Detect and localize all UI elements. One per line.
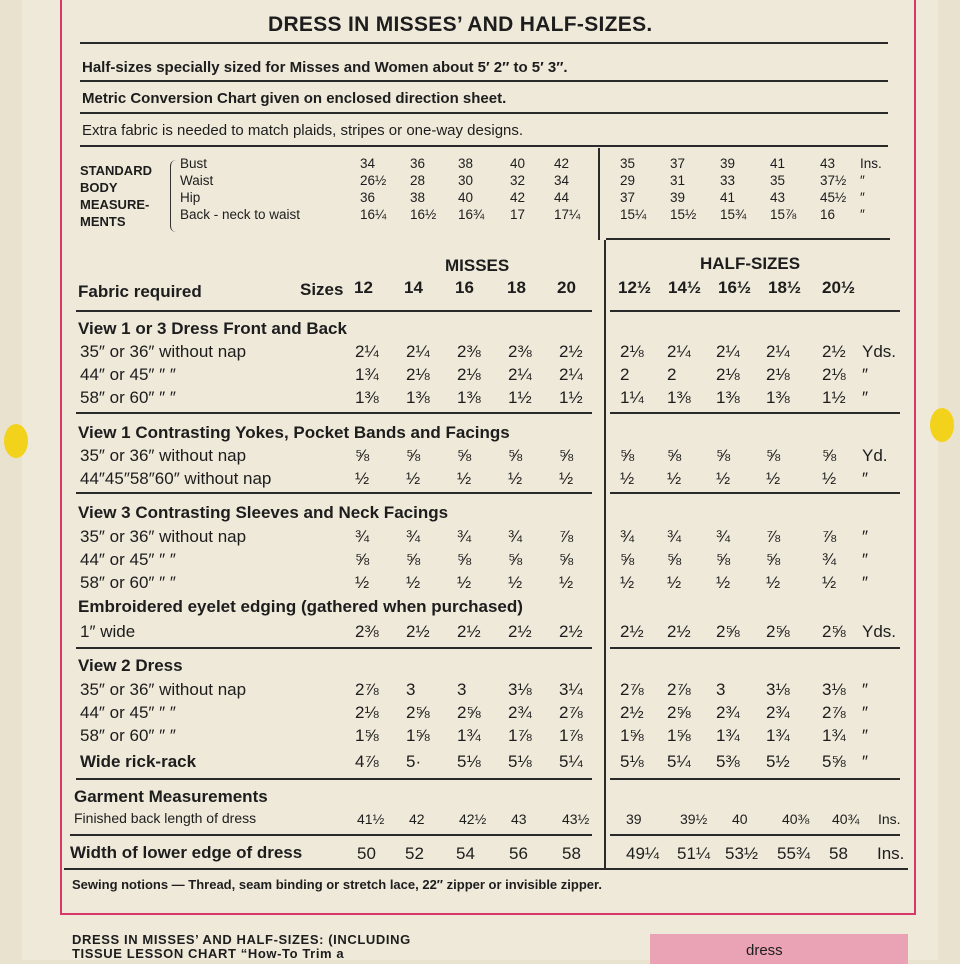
misses-yardage: 1⅝ [355, 726, 379, 745]
half-yardage: 2¼ [766, 342, 790, 361]
half-yardage: 1⅜ [716, 388, 740, 407]
half-yardage: 2¼ [667, 342, 691, 361]
width-label: Width of lower edge of dress [70, 843, 303, 862]
body-half-value: 41 [770, 156, 786, 171]
misses-yardage: ⅝ [508, 550, 523, 569]
misses-yardage: 2⅛ [355, 703, 379, 722]
body-unit: ″ [860, 173, 865, 188]
misses-yardage: ½ [559, 573, 574, 592]
half-yardage: ½ [667, 573, 682, 592]
body-misses-value: 16¾ [458, 207, 485, 222]
misses-yardage: 3 [406, 680, 416, 699]
rule [76, 412, 592, 414]
misses-yardage: 2⅝ [457, 703, 481, 722]
body-misses-value: 34 [554, 173, 570, 188]
half-yardage: 5⅜ [716, 752, 740, 771]
half-yardage: ¾ [822, 550, 837, 569]
half-yardage: ½ [716, 469, 731, 488]
body-half-value: 37 [620, 190, 636, 205]
body-measure-name: Bust [180, 156, 208, 171]
half-yardage: ⅝ [716, 446, 731, 465]
back-length-half: 40⅜ [782, 811, 810, 827]
misses-yardage: ¾ [406, 527, 421, 546]
half-size: 18½ [768, 278, 802, 297]
half-yardage: ½ [822, 469, 837, 488]
half-yardage: 2⅛ [620, 342, 644, 361]
half-yardage: ⅝ [716, 550, 731, 569]
half-yardage: ⅝ [620, 446, 635, 465]
half-yardage: 2⅛ [766, 365, 790, 384]
width-unit: Ins. [877, 844, 905, 863]
misses-yardage: 2½ [406, 622, 430, 641]
rule [76, 492, 592, 494]
back-length-unit: Ins. [878, 811, 901, 827]
yardage-unit: ″ [862, 469, 869, 488]
misses-yardage: 3⅛ [508, 680, 532, 699]
half-yardage: 5½ [766, 752, 790, 771]
rule [70, 834, 592, 836]
section-title: View 2 Dress [78, 656, 183, 675]
body-misses-value: 38 [458, 156, 474, 171]
rule [80, 112, 888, 114]
misses-yardage: 5¼ [559, 752, 583, 771]
body-half-value: 39 [670, 190, 686, 205]
misses-yardage: 5· [406, 752, 422, 771]
width-half: 53½ [725, 844, 759, 863]
body-half-value: 43 [820, 156, 836, 171]
half-yardage: ⅝ [620, 550, 635, 569]
body-half-value: 15¼ [620, 207, 647, 222]
misses-yardage: ½ [406, 573, 421, 592]
width-misses: 56 [509, 844, 528, 863]
misses-yardage: ⅝ [457, 550, 472, 569]
misses-yardage: 1⅜ [457, 388, 481, 407]
body-misses-value: 16¼ [360, 207, 387, 222]
misses-yardage: ⅝ [508, 446, 523, 465]
misses-yardage: ½ [355, 573, 370, 592]
fabric-required-label: Fabric required [78, 282, 202, 301]
width-half: 58 [829, 844, 848, 863]
yardage-unit: ″ [862, 752, 869, 771]
body-half-value: 35 [620, 156, 636, 171]
body-misses-value: 26½ [360, 173, 387, 188]
body-misses-value: 42 [554, 156, 570, 171]
misses-yardage: ½ [406, 469, 421, 488]
body-misses-value: 42 [510, 190, 526, 205]
half-yardage: ⅝ [766, 446, 781, 465]
body-unit: ″ [860, 207, 865, 222]
misses-yardage: 2⅜ [508, 342, 532, 361]
pink-border-left [60, 0, 62, 915]
half-yardage: 1⅜ [766, 388, 790, 407]
body-half-value: 31 [670, 173, 686, 188]
half-yardage: 1¼ [620, 388, 644, 407]
misses-yardage: 2½ [457, 622, 481, 641]
half-yardage: 2 [667, 365, 677, 384]
rule [76, 310, 592, 312]
body-misses-value: 38 [410, 190, 426, 205]
half-yardage: ¾ [620, 527, 635, 546]
half-yardage: ½ [620, 573, 635, 592]
note-half-sizes: Half-sizes specially sized for Misses and Women about 5′ 2″ to 5′ 3″. [82, 59, 568, 76]
half-yardage: 2½ [667, 622, 691, 641]
body-misses-value: 36 [410, 156, 426, 171]
misses-yardage: 4⅞ [355, 752, 379, 771]
misses-yardage: ⅝ [406, 550, 421, 569]
fabric-row-label: 35″ or 36″ without nap [80, 680, 247, 699]
misses-yardage: ½ [355, 469, 370, 488]
half-yardage: 2½ [620, 622, 644, 641]
misses-header: MISSES [445, 256, 510, 275]
half-yardage: ½ [766, 573, 781, 592]
misses-yardage: ¾ [508, 527, 523, 546]
half-yardage: 2⅝ [822, 622, 846, 641]
half-yardage: 1½ [822, 388, 846, 407]
misses-yardage: 2¼ [508, 365, 532, 384]
yardage-unit: ″ [862, 680, 869, 699]
half-yardage: 2¾ [766, 703, 790, 722]
rule [76, 647, 592, 649]
half-yardage: 2⅞ [620, 680, 644, 699]
misses-yardage: ⅝ [559, 446, 574, 465]
misses-yardage: 2¼ [559, 365, 583, 384]
fabric-row-label: 44″ or 45″ ″ ″ [80, 703, 176, 722]
back-length-half: 39½ [680, 811, 708, 827]
misses-yardage: 2¾ [508, 703, 532, 722]
half-yardage: ½ [716, 573, 731, 592]
pink-border-bottom [60, 913, 916, 915]
body-misses-value: 36 [360, 190, 376, 205]
body-unit: Ins. [860, 156, 882, 171]
misses-yardage: ¾ [355, 527, 370, 546]
half-yardage: ⅞ [822, 527, 837, 546]
half-yardage: 2¾ [716, 703, 740, 722]
body-measure-name: Back - neck to waist [180, 207, 301, 222]
width-misses: 52 [405, 844, 424, 863]
half-yardage: 2⅞ [822, 703, 846, 722]
body-half-value: 15⅞ [770, 207, 797, 222]
half-yardage: 2⅝ [716, 622, 740, 641]
half-yardage: 2⅛ [822, 365, 846, 384]
misses-yardage: ⅝ [457, 446, 472, 465]
sewing-notions: Sewing notions — Thread, seam binding or stretch lace, 22″ zipper or invisible zipper. [72, 877, 602, 892]
half-yardage: 2¼ [716, 342, 740, 361]
misses-yardage: ⅝ [559, 550, 574, 569]
yardage-unit: Yds. [862, 622, 897, 641]
footer-line-1: DRESS IN MISSES’ AND HALF-SIZES: (INCLUDING [72, 932, 411, 947]
misses-yardage: ¾ [457, 527, 472, 546]
misses-yardage: 2½ [559, 622, 583, 641]
body-half-value: 16 [820, 207, 836, 222]
half-yardage: ⅝ [822, 446, 837, 465]
half-yardage: ¾ [667, 527, 682, 546]
fabric-row-label: 1″ wide [80, 622, 136, 641]
misses-size: 20 [557, 278, 576, 297]
misses-yardage: 2¼ [355, 342, 379, 361]
half-yardage: 5¼ [667, 752, 691, 771]
width-misses: 50 [357, 844, 376, 863]
sizes-label: Sizes [300, 280, 344, 299]
misses-size: 14 [404, 278, 423, 297]
misses-yardage: 2⅞ [355, 680, 379, 699]
misses-yardage: ⅝ [355, 550, 370, 569]
measurement-brace [170, 160, 177, 232]
half-yardage: 2⅞ [667, 680, 691, 699]
fabric-row-label: 35″ or 36″ without nap [80, 446, 247, 465]
rule [610, 412, 900, 414]
misses-size: 18 [507, 278, 526, 297]
fabric-row-label: 44″45″58″60″ without nap [80, 469, 272, 488]
misses-yardage: 5⅛ [508, 752, 532, 771]
half-sizes-header: HALF-SIZES [700, 254, 801, 273]
rule [610, 778, 900, 780]
column-divider [604, 240, 606, 868]
misses-yardage: 2⅛ [406, 365, 430, 384]
misses-yardage: ½ [508, 573, 523, 592]
half-yardage: 5⅛ [620, 752, 644, 771]
back-length-misses: 42 [409, 811, 425, 827]
fabric-row-label: 44″ or 45″ ″ ″ [80, 550, 176, 569]
misses-yardage: 2⅜ [457, 342, 481, 361]
body-unit: ″ [860, 190, 865, 205]
body-label: STANDARD BODY MEASURE- MENTS [80, 163, 152, 229]
half-yardage: 2⅝ [667, 703, 691, 722]
width-half: 49¼ [626, 844, 660, 863]
yardage-unit: ″ [862, 550, 869, 569]
misses-yardage: 3¼ [559, 680, 583, 699]
misses-yardage: 2⅝ [406, 703, 430, 722]
yardage-unit: ″ [862, 726, 869, 745]
fabric-row-label: 44″ or 45″ ″ ″ [80, 365, 176, 384]
body-measure-name: Hip [180, 190, 201, 205]
half-yardage: 1¾ [822, 726, 846, 745]
body-half-value: 39 [720, 156, 736, 171]
rule [80, 42, 888, 44]
misses-yardage: 3 [457, 680, 467, 699]
half-yardage: ¾ [716, 527, 731, 546]
half-size: 16½ [718, 278, 752, 297]
body-half-value: 35 [770, 173, 786, 188]
half-yardage: ½ [667, 469, 682, 488]
section-title: View 1 Contrasting Yokes, Pocket Bands and Facings [78, 423, 510, 442]
dress-label-box: dress [650, 934, 908, 964]
misses-yardage: ½ [508, 469, 523, 488]
misses-yardage: 1¾ [355, 365, 379, 384]
yardage-unit: ″ [862, 527, 869, 546]
body-half-value: 15½ [670, 207, 697, 222]
rule [64, 868, 908, 870]
note-extra-fabric: Extra fabric is needed to match plaids, stripes or one-way designs. [82, 122, 524, 139]
body-misses-value: 17 [510, 207, 526, 222]
section-title: Embroidered eyelet edging (gathered when purchased) [78, 597, 523, 616]
column-divider [598, 148, 600, 240]
body-half-value: 37 [670, 156, 686, 171]
half-yardage: ⅝ [667, 550, 682, 569]
body-misses-value: 34 [360, 156, 376, 171]
half-yardage: 2½ [620, 703, 644, 722]
body-misses-value: 44 [554, 190, 570, 205]
body-half-value: 37½ [820, 173, 847, 188]
body-misses-value: 16½ [410, 207, 437, 222]
half-yardage: 2 [620, 365, 630, 384]
misses-yardage: 1½ [559, 388, 583, 407]
body-half-value: 45½ [820, 190, 847, 205]
fabric-row-label: 35″ or 36″ without nap [80, 342, 247, 361]
rule [610, 834, 900, 836]
misses-yardage: 1⅜ [406, 388, 430, 407]
misses-yardage: 2½ [559, 342, 583, 361]
note-metric: Metric Conversion Chart given on enclosed direction sheet. [82, 90, 507, 107]
body-half-value: 33 [720, 173, 736, 188]
half-yardage: 2⅛ [716, 365, 740, 384]
back-length-half: 40 [732, 811, 748, 827]
misses-yardage: ½ [457, 469, 472, 488]
body-measure-name: Waist [180, 173, 214, 188]
width-half: 55¾ [777, 844, 811, 863]
misses-yardage: 2⅜ [355, 622, 379, 641]
body-misses-value: 32 [510, 173, 526, 188]
body-half-value: 15¾ [720, 207, 747, 222]
half-yardage: 3⅛ [766, 680, 790, 699]
width-misses: 54 [456, 844, 475, 863]
page-title: DRESS IN MISSES’ AND HALF-SIZES. [268, 13, 653, 36]
pink-border-right [914, 0, 916, 915]
body-misses-value: 28 [410, 173, 426, 188]
rule [610, 310, 900, 312]
misses-yardage: 1⅞ [559, 726, 583, 745]
half-size: 20½ [822, 278, 856, 297]
rule [610, 647, 900, 649]
rule [606, 238, 890, 240]
misses-yardage: 1⅜ [355, 388, 379, 407]
yardage-unit: Yd. [862, 446, 888, 465]
width-misses: 58 [562, 844, 581, 863]
rule [80, 145, 888, 147]
half-yardage: 2⅝ [766, 622, 790, 641]
fabric-row-label: 58″ or 60″ ″ ″ [80, 726, 176, 745]
yardage-unit: Yds. [862, 342, 897, 361]
yardage-unit: ″ [862, 703, 869, 722]
half-size: 14½ [668, 278, 702, 297]
back-length-label: Finished back length of dress [74, 810, 257, 826]
footer-line-2: TISSUE LESSON CHART “How-To Trim a [72, 946, 345, 961]
misses-yardage: ⅝ [406, 446, 421, 465]
half-yardage: ½ [766, 469, 781, 488]
back-length-misses: 43½ [562, 811, 590, 827]
back-length-half: 39 [626, 811, 642, 827]
misses-yardage: 2½ [508, 622, 532, 641]
misses-yardage: 1⅝ [406, 726, 430, 745]
misses-yardage: 1⅞ [508, 726, 532, 745]
back-length-misses: 43 [511, 811, 527, 827]
misses-yardage: 5⅛ [457, 752, 481, 771]
half-yardage: ½ [620, 469, 635, 488]
misses-yardage: 1½ [508, 388, 532, 407]
yardage-unit: ″ [862, 573, 869, 592]
fabric-row-label: Wide rick-rack [80, 752, 197, 771]
half-yardage: ⅞ [766, 527, 781, 546]
misses-yardage: ½ [559, 469, 574, 488]
fabric-row-label: 58″ or 60″ ″ ″ [80, 388, 176, 407]
back-length-misses: 42½ [459, 811, 487, 827]
yellow-dot-right [930, 408, 954, 442]
misses-size: 12 [354, 278, 373, 297]
body-half-value: 29 [620, 173, 636, 188]
body-misses-value: 40 [510, 156, 526, 171]
half-yardage: ⅝ [766, 550, 781, 569]
yellow-dot-left [4, 424, 28, 458]
misses-yardage: 2¼ [406, 342, 430, 361]
rule [76, 778, 592, 780]
rule [80, 80, 888, 82]
body-misses-value: 30 [458, 173, 474, 188]
section-title: View 1 or 3 Dress Front and Back [78, 319, 347, 338]
misses-yardage: 2⅛ [457, 365, 481, 384]
half-yardage: ⅝ [667, 446, 682, 465]
half-yardage: 1¾ [716, 726, 740, 745]
misses-yardage: 2⅞ [559, 703, 583, 722]
body-misses-value: 17¼ [554, 207, 581, 222]
half-yardage: 1⅝ [620, 726, 644, 745]
half-yardage: ½ [822, 573, 837, 592]
back-length-misses: 41½ [357, 811, 385, 827]
rule [610, 492, 900, 494]
yardage-unit: ″ [862, 388, 869, 407]
fabric-row-label: 58″ or 60″ ″ ″ [80, 573, 176, 592]
misses-size: 16 [455, 278, 474, 297]
half-yardage: 1⅝ [667, 726, 691, 745]
section-title: View 3 Contrasting Sleeves and Neck Facings [78, 503, 449, 522]
misses-yardage: ⅞ [559, 527, 574, 546]
half-yardage: 3 [716, 680, 726, 699]
misses-yardage: 1¾ [457, 726, 481, 745]
half-yardage: 3⅛ [822, 680, 846, 699]
width-half: 51¼ [677, 844, 711, 863]
half-yardage: 1¾ [766, 726, 790, 745]
garment-title: Garment Measurements [74, 787, 268, 806]
fabric-row-label: 35″ or 36″ without nap [80, 527, 247, 546]
body-misses-value: 40 [458, 190, 474, 205]
yardage-unit: ″ [862, 365, 869, 384]
half-size: 12½ [618, 278, 652, 297]
body-half-value: 43 [770, 190, 786, 205]
half-yardage: 1⅜ [667, 388, 691, 407]
back-length-half: 40¾ [832, 811, 860, 827]
half-yardage: 2½ [822, 342, 846, 361]
half-yardage: 5⅝ [822, 752, 846, 771]
misses-yardage: ½ [457, 573, 472, 592]
body-half-value: 41 [720, 190, 736, 205]
misses-yardage: ⅝ [355, 446, 370, 465]
